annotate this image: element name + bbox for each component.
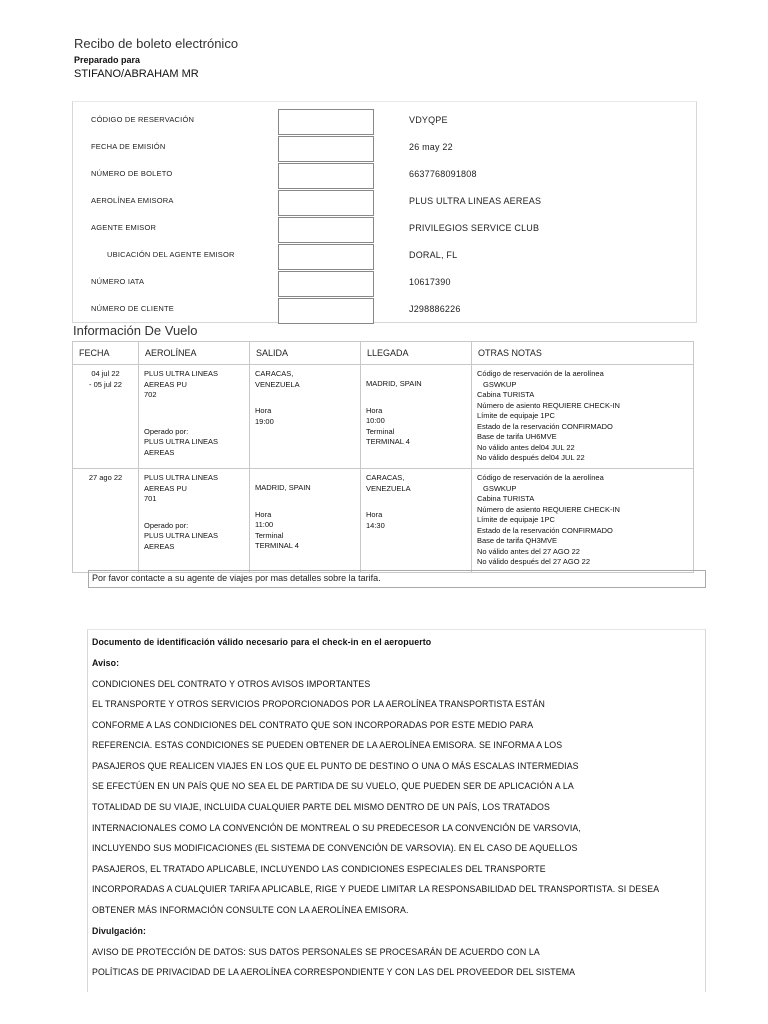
- seat: Número de asiento REQUIERE CHECK-IN: [477, 400, 620, 410]
- agent-location-field[interactable]: [278, 244, 374, 270]
- flight-row: [73, 365, 694, 469]
- flight-date-cell: [73, 365, 139, 469]
- agent-location-label: UBICACIÓN DEL AGENTE EMISOR: [107, 250, 235, 259]
- arrival-terminal-label: Terminal: [366, 426, 395, 436]
- prepared-for-label: Preparado para: [74, 55, 141, 65]
- baggage-allowance: Límite de equipaje 1PC: [477, 411, 555, 420]
- departure-country: VENEZUELA: [255, 379, 300, 389]
- arrival-time-label: Hora: [366, 405, 383, 415]
- departure-city: CARACAS,: [255, 369, 294, 378]
- passenger-name: STIFANO/ABRAHAM MR: [74, 68, 199, 80]
- aviso-label: Aviso:: [92, 658, 120, 668]
- flight-info-title: Información De Vuelo: [73, 323, 198, 338]
- notice-box: [87, 629, 706, 992]
- arrival-city: MADRID, SPAIN: [366, 379, 422, 388]
- airline-code-label: Código de reservación de la aerolínea: [477, 369, 604, 378]
- reservation-row: [73, 190, 696, 216]
- id-required-note: Documento de identificación válido necesario para el check-in en el aeropuerto: [92, 637, 432, 647]
- not-valid-before: No válido antes del 27 AGO 22: [477, 546, 580, 556]
- divulgacion-line: POLÍTICAS DE PRIVACIDAD DE LA AEROLÍNEA CORRESPONDIENTE Y CON LAS DEL PROVEEDOR DEL SISTEMA: [92, 967, 576, 977]
- reservation-row: [73, 217, 696, 243]
- arrival-time: 10:00: [366, 416, 385, 425]
- departure-terminal: TERMINAL 4: [255, 541, 299, 550]
- ticket-number-label: NÚMERO DE BOLETO: [91, 169, 173, 178]
- cabin: Cabina TURISTA: [477, 390, 535, 399]
- operator-name: PLUS ULTRA LINEAS: [144, 531, 219, 540]
- departure-time-label: Hora: [255, 406, 272, 415]
- fare-basis: Base de tarifa UH6MVE: [477, 432, 557, 441]
- operator-name-cont: AEREAS: [144, 541, 175, 551]
- notice-line: PASAJEROS, EL TRATADO APLICABLE, INCLUYENDO LAS CONDICIONES ESPECIALES DEL TRANSPORTE: [92, 864, 546, 874]
- flight-airline-cell: [139, 469, 250, 573]
- operator-name: PLUS ULTRA LINEAS: [144, 437, 219, 446]
- arrival-time-label: Hora: [366, 510, 383, 519]
- departure-time-label: Hora: [255, 509, 272, 519]
- customer-number-field[interactable]: [278, 298, 374, 324]
- reservation-row: [73, 163, 696, 189]
- flight-departure-cell: [250, 365, 361, 469]
- page-title: Recibo de boleto electrónico: [74, 36, 239, 51]
- notice-line: TOTALIDAD DE SU VIAJE, INCLUIDA CUALQUIER PARTE DEL MISMO DENTRO DE UN PAÍS, LOS TRATADOS: [92, 802, 550, 812]
- notice-line: CONFORME A LAS CONDICIONES DEL CONTRATO QUE SON INCORPORADAS POR ESTE MEDIO PARA: [92, 720, 534, 730]
- airline-reservation-code: GSWKUP: [483, 379, 517, 389]
- issuing-agent-label: AGENTE EMISOR: [91, 223, 157, 232]
- issuing-airline-value: PLUS ULTRA LINEAS AEREAS: [409, 196, 542, 206]
- ticket-number-value: 6637768091808: [409, 169, 477, 179]
- notice-line: INCLUYENDO SUS MODIFICACIONES (EL SISTEMA DE CONVENCIÓN DE VARSOVIA). EN EL CASO DE AQUELLOS: [92, 843, 578, 853]
- flight-date-cell: [73, 469, 139, 573]
- reservation-row: [73, 136, 696, 162]
- flight-row: [73, 469, 694, 573]
- flight-date-end: - 05 jul 22: [89, 379, 122, 389]
- airline-code: AEREAS PU: [144, 483, 187, 493]
- iata-number-field[interactable]: [278, 271, 374, 297]
- notice-line: PASAJEROS QUE REALICEN VIAJES EN LOS QUE EL PUNTO DE DESTINO O UNA O MÁS ESCALAS INTERMEDIAS: [92, 761, 579, 771]
- airline-code-label: Código de reservación de la aerolínea: [477, 473, 604, 482]
- iata-number-label: NÚMERO IATA: [91, 277, 145, 286]
- column-header-date: FECHA: [73, 342, 139, 365]
- airline-reservation-code: GSWKUP: [483, 483, 517, 493]
- table-header-row: [73, 342, 694, 365]
- arrival-terminal: TERMINAL 4: [366, 437, 410, 446]
- notice-line: REFERENCIA. ESTAS CONDICIONES SE PUEDEN OBTENER DE LA AEROLÍNEA EMISORA. SE INFORMA A LOS: [92, 740, 563, 750]
- reservation-code-value: VDYQPE: [409, 115, 448, 125]
- seat: Número de asiento REQUIERE CHECK-IN: [477, 504, 620, 514]
- issue-date-value: 26 may 22: [409, 142, 453, 152]
- flight-arrival-cell: [361, 469, 472, 573]
- fare-note-box: [88, 570, 706, 588]
- issuing-airline-label: AEROLÍNEA EMISORA: [91, 196, 174, 205]
- column-header-departure: SALIDA: [250, 342, 361, 365]
- flight-notes-cell: [472, 365, 694, 469]
- reservation-code-label: CÓDIGO DE RESERVACIÓN: [91, 115, 195, 124]
- not-valid-after: No válido después del04 JUL 22: [477, 453, 585, 462]
- divulgacion-line: AVISO DE PROTECCIÓN DE DATOS: SUS DATOS PERSONALES SE PROCESARÁN DE ACUERDO CON LA: [92, 947, 540, 957]
- not-valid-before: No válido antes del04 JUL 22: [477, 442, 575, 452]
- airline-name: PLUS ULTRA LINEAS: [144, 369, 219, 378]
- flight-number: 701: [144, 494, 157, 503]
- column-header-airline: AEROLÍNEA: [139, 342, 250, 365]
- issuing-agent-field[interactable]: [278, 217, 374, 243]
- flight-departure-cell: [250, 469, 361, 573]
- not-valid-after: No válido después del 27 AGO 22: [477, 557, 590, 566]
- departure-terminal-label: Terminal: [255, 530, 284, 540]
- notice-line: CONDICIONES DEL CONTRATO Y OTROS AVISOS IMPORTANTES: [92, 679, 371, 689]
- reservation-status: Estado de la reservación CONFIRMADO: [477, 525, 613, 535]
- reservation-status: Estado de la reservación CONFIRMADO: [477, 421, 613, 431]
- airline-name: PLUS ULTRA LINEAS: [144, 473, 219, 482]
- ticket-number-field[interactable]: [278, 163, 374, 189]
- baggage-allowance: Límite de equipaje 1PC: [477, 515, 555, 524]
- flight-arrival-cell: [361, 365, 472, 469]
- customer-number-label: NÚMERO DE CLIENTE: [91, 304, 174, 313]
- flight-date: 27 ago 22: [88, 473, 123, 482]
- reservation-row: [73, 271, 696, 297]
- column-header-notes: OTRAS NOTAS: [472, 342, 694, 365]
- operated-by-label: Operado por:: [144, 426, 189, 436]
- column-header-arrival: LLEGADA: [361, 342, 472, 365]
- reservation-row: [73, 298, 696, 324]
- departure-city: MADRID, SPAIN: [255, 483, 311, 492]
- flight-date: 04 jul 22: [91, 369, 120, 378]
- fare-note: Por favor contacte a su agente de viajes por mas detalles sobre la tarifa.: [92, 573, 381, 583]
- arrival-time: 14:30: [366, 520, 385, 530]
- notice-line: INCORPORADAS A CUALQUIER TARIFA APLICABLE, RIGE Y PUEDE LIMITAR LA RESPONSABILIDAD DEL TRANSPORTISTA. SI DESEA: [92, 884, 660, 894]
- issue-date-label: FECHA DE EMISIÓN: [91, 142, 166, 151]
- issue-date-field[interactable]: [278, 136, 374, 162]
- arrival-city: CARACAS,: [366, 473, 405, 482]
- airline-code: AEREAS PU: [144, 379, 187, 389]
- divulgacion-label: Divulgación:: [92, 926, 146, 936]
- notice-line: INTERNACIONALES COMO LA CONVENCIÓN DE MONTREAL O SU PREDECESOR LA CONVENCIÓN DE VARSOVIA,: [92, 823, 581, 833]
- departure-time: 19:00: [255, 416, 274, 426]
- notice-line: SE EFECTÚEN EN UN PAÍS QUE NO SEA EL DE PARTIDA DE SU VUELO, QUE PUEDEN SER DE APLICACIÓN A LA: [92, 781, 574, 791]
- fare-basis: Base de tarifa QH3MVE: [477, 536, 558, 545]
- cabin: Cabina TURISTA: [477, 494, 535, 503]
- reservation-row: [73, 244, 696, 270]
- operated-by-label: Operado por:: [144, 520, 189, 530]
- operator-name-cont: AEREAS: [144, 447, 175, 457]
- flight-table: [72, 341, 694, 573]
- reservation-row: [73, 109, 696, 135]
- arrival-country: VENEZUELA: [366, 483, 411, 493]
- notice-line: OBTENER MÁS INFORMACIÓN CONSULTE CON LA AEROLÍNEA EMISORA.: [92, 905, 409, 915]
- reservation-code-field[interactable]: [278, 109, 374, 135]
- notice-line: EL TRANSPORTE Y OTROS SERVICIOS PROPORCIONADOS POR LA AEROLÍNEA TRANSPORTISTA ESTÁN: [92, 699, 545, 709]
- agent-location-value: DORAL, FL: [409, 250, 458, 260]
- flight-airline-cell: [139, 365, 250, 469]
- departure-time: 11:00: [255, 520, 274, 529]
- issuing-airline-field[interactable]: [278, 190, 374, 216]
- customer-number-value: J298886226: [409, 304, 461, 314]
- issuing-agent-value: PRIVILEGIOS SERVICE CLUB: [409, 223, 540, 233]
- reservation-details-box: [72, 101, 697, 323]
- iata-number-value: 10617390: [409, 277, 451, 287]
- flight-number: 702: [144, 390, 157, 399]
- flight-notes-cell: [472, 469, 694, 573]
